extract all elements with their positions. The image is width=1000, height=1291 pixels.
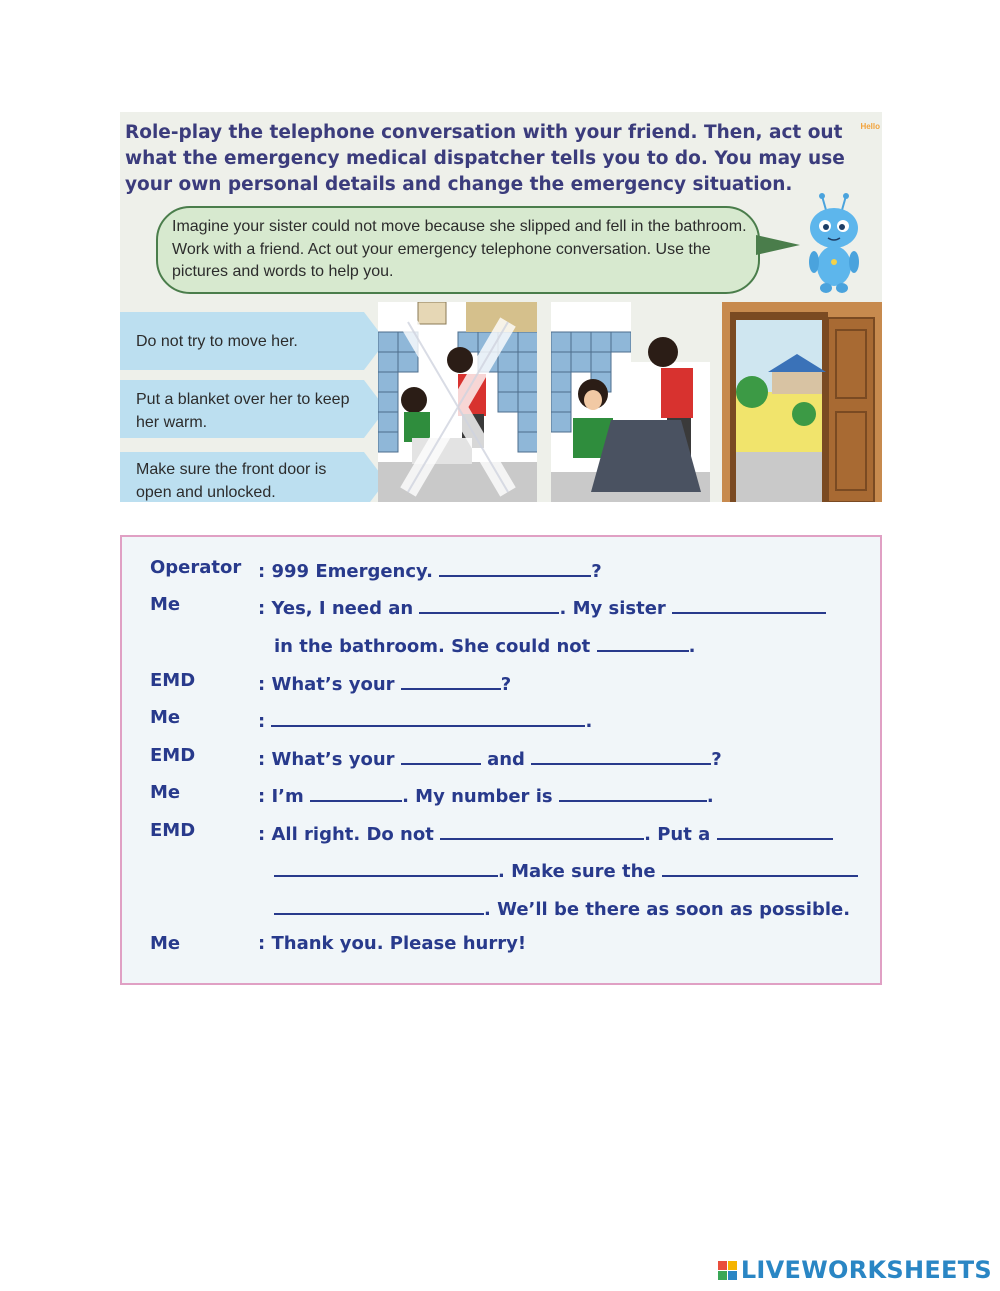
blank-3[interactable] — [672, 594, 826, 614]
colon: : — [258, 561, 266, 582]
line-1-text: 999 Emergency. — [271, 561, 433, 582]
blank-8[interactable] — [531, 745, 711, 765]
blank-2[interactable] — [419, 594, 559, 614]
dialogue-line-1 — [258, 557, 602, 587]
question-mark: ? — [711, 749, 722, 770]
colon: : — [258, 711, 266, 732]
dialogue-line-10 — [274, 895, 850, 925]
line-7-text-a: I’m — [271, 786, 304, 807]
blank-7[interactable] — [401, 745, 481, 765]
line-10-text: . We’ll be there as soon as possible. — [484, 899, 851, 920]
scene-open-door-image — [722, 302, 882, 502]
line-2-text-a: Yes, I need an — [271, 598, 414, 619]
line-6-text-b: and — [487, 749, 525, 770]
tip-text-2: Put a blanket over her to keep her warm. — [136, 391, 350, 431]
line-3-text: in the bathroom. She could not — [274, 636, 591, 657]
speech-bubble-tail — [756, 235, 800, 255]
brand-name: LIVEWORKSHEETS — [740, 1256, 992, 1284]
tip-text-3: Make sure the front door is open and unlocked. — [136, 461, 327, 501]
dialogue-line-4 — [258, 670, 511, 700]
blank-1[interactable] — [439, 557, 591, 577]
activity-instructions: Role-play the telephone conversation with your friend. Then, act out what the emergency medical dispatcher tells you to do. You may use your own personal details and change the emergency situation. — [125, 122, 845, 195]
dialogue-line-5 — [258, 707, 592, 737]
question-mark: ? — [500, 674, 512, 695]
speaker-operator: Operator — [150, 557, 242, 578]
dialogue-line-3 — [274, 632, 695, 662]
speaker-me: Me — [150, 782, 181, 803]
colon: : — [258, 598, 266, 619]
speaker-me: Me — [150, 933, 181, 954]
blank-9[interactable] — [310, 782, 402, 802]
line-11-text: Thank you. Please hurry! — [271, 933, 527, 954]
period: . — [585, 711, 593, 732]
blank-6[interactable] — [271, 707, 585, 727]
blank-11[interactable] — [440, 820, 644, 840]
dialogue-line-9 — [274, 857, 858, 887]
line-9-text: . Make sure the — [498, 861, 656, 882]
dialogue-line-2 — [258, 594, 826, 624]
line-6-text-a: What’s your — [271, 749, 395, 770]
speaker-me: Me — [150, 594, 181, 615]
scene-do-not-move-image — [378, 302, 537, 502]
colon: : — [258, 749, 266, 770]
speaker-emd: EMD — [150, 745, 196, 766]
textbook-activity-panel — [120, 112, 882, 502]
scenario-text: Imagine your sister could not move because she slipped and fell in the bathroom. Work with a friend. Act out your emergency telephone conversation. Use the pictures and words to help you. — [172, 218, 747, 280]
dialogue-line-6 — [258, 745, 722, 775]
robot-mascot-icon — [804, 192, 864, 302]
line-8-text-b: . Put a — [644, 824, 711, 845]
liveworksheets-logo — [718, 1256, 992, 1284]
period: . — [706, 786, 714, 807]
line-8-text-a: All right. Do not — [271, 824, 434, 845]
scene-blanket-image — [551, 302, 710, 502]
period: . — [688, 636, 696, 657]
blank-14[interactable] — [662, 857, 858, 877]
dialogue-line-8 — [258, 820, 833, 850]
line-7-text-b: . My number is — [402, 786, 553, 807]
line-4-text: What’s your — [271, 674, 395, 695]
blank-4[interactable] — [597, 632, 689, 652]
speaker-me: Me — [150, 707, 181, 728]
colon: : — [258, 824, 266, 845]
line-2-text-b: . My sister — [559, 598, 666, 619]
dialogue-worksheet — [120, 535, 882, 985]
colon: : — [258, 933, 266, 954]
logo-squares-icon — [718, 1261, 737, 1280]
tip-text-1: Do not try to move her. — [136, 333, 298, 350]
blank-12[interactable] — [717, 820, 833, 840]
question-mark: ? — [591, 561, 602, 582]
blank-13[interactable] — [274, 857, 498, 877]
blank-10[interactable] — [559, 782, 707, 802]
colon: : — [258, 674, 266, 695]
dialogue-line-7 — [258, 782, 714, 812]
blank-5[interactable] — [401, 670, 501, 690]
colon: : — [258, 786, 266, 807]
speaker-emd: EMD — [150, 670, 196, 691]
speaker-emd: EMD — [150, 820, 196, 841]
corner-logo: Hello — [860, 122, 880, 131]
blank-15[interactable] — [274, 895, 484, 915]
dialogue-line-11 — [258, 933, 526, 963]
